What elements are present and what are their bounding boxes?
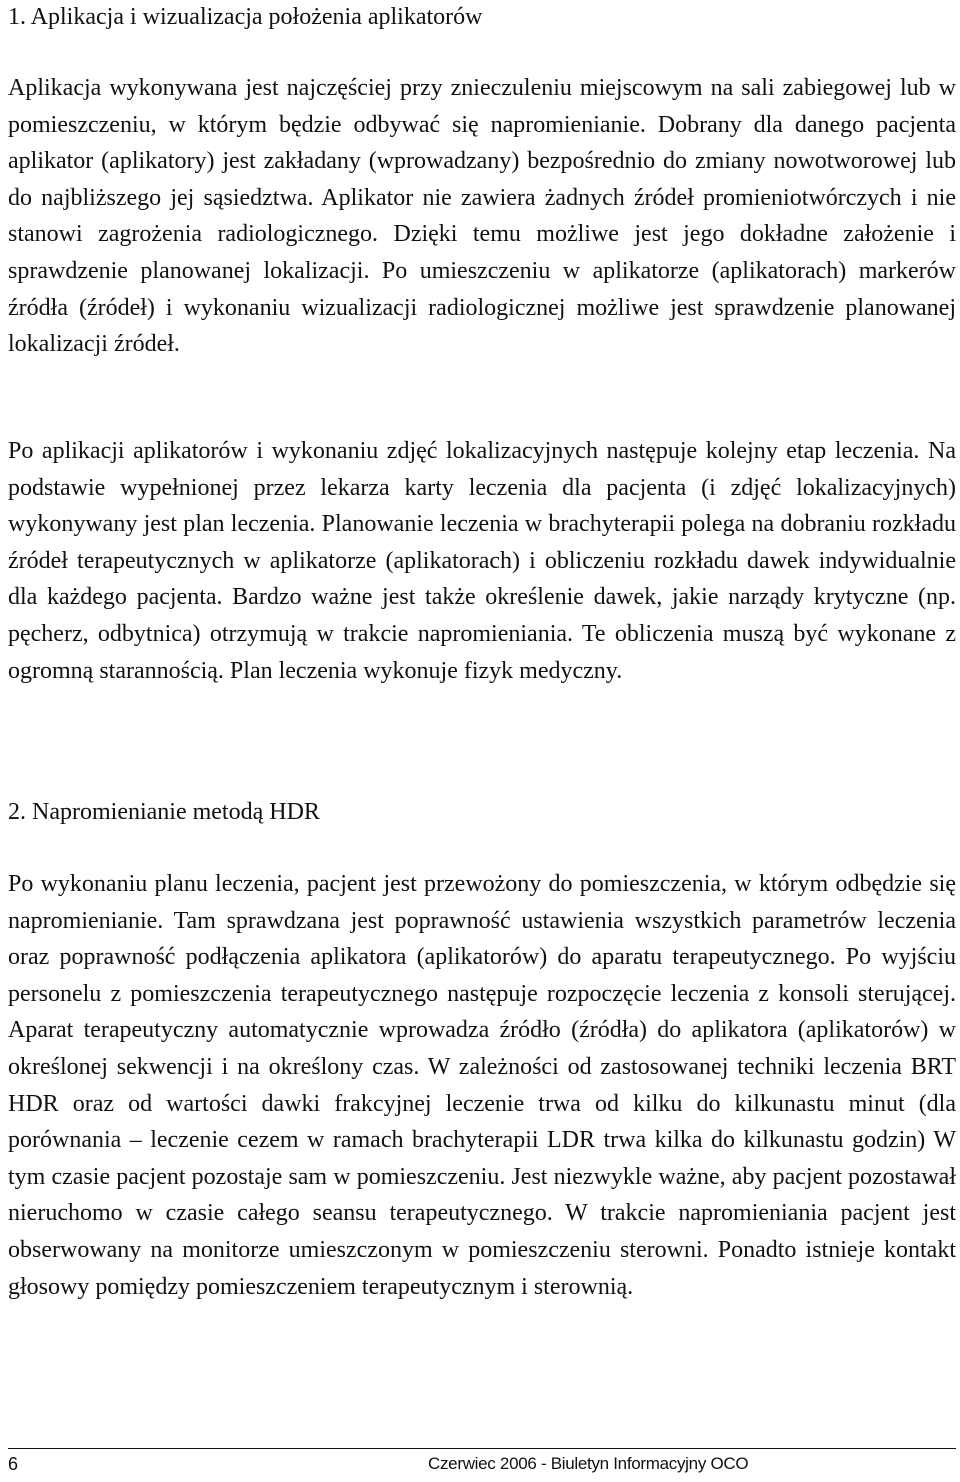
page-number: 6 (8, 1454, 19, 1474)
document-page (8, 0, 956, 1482)
footer-divider (8, 1448, 956, 1449)
section-heading-application: 1. Aplikacja i wizualizacja położenia aplikatorów (8, 4, 483, 30)
paragraph-treatment-planning: Po aplikacji aplikatorów i wykonaniu zdjęć lokalizacyjnych następuje kolejny etap leczenia. Na podstawie wypełnionej przez lekarza karty leczenia dla pacjenta (i zdjęć lokalizacyjnych) wykonywany jest plan leczenia. Planowanie leczenia w brachyterapii polega na dobraniu rozkładu źródeł terapeutycznych w aplikatorze (aplikatorach) i obliczeniu rozkładu dawek indywidualnie dla każdego pacjenta. Bardzo ważne jest także określenie dawek, jakie narządy krytyczne (np. pęcherz, odbytnica) otrzymują w trakcie napromieniania. Te obliczenia muszą być wykonane z ogromną starannością. Plan leczenia wykonuje fizyk medyczny. (8, 438, 956, 684)
footer-publication: Czerwiec 2006 - Biuletyn Informacyjny OCO (428, 1454, 749, 1473)
section-heading-hdr-irradiation: 2. Napromienianie metodą HDR (8, 799, 320, 825)
paragraph-application: Aplikacja wykonywana jest najczęściej przy znieczuleniu miejscowym na sali zabiegowej lub w pomieszczeniu, w którym będzie odbywać się napromienianie. Dobrany dla danego pacjenta aplikator (aplikatory) jest zakładany (wprowadzany) bezpośrednio do zmiany nowotworowej lub do najbliższego jej sąsiedztwa. Aplikator nie zawiera żadnych źródeł promieniotwórczych i nie stanowi zagrożenia radiologicznego. Dzięki temu możliwe jest jego dokładne założenie i sprawdzenie planowanej lokalizacji. Po umieszczeniu w aplikatorze (aplikatorach) markerów źródła (źródeł) i wykonaniu wizualizacji radiologicznej możliwe jest sprawdzenie planowanej lokalizacji źródeł. (8, 75, 956, 358)
paragraph-hdr-irradiation: Po wykonaniu planu leczenia, pacjent jest przewożony do pomieszczenia, w którym odbędzie się napromienianie. Tam sprawdzana jest poprawność ustawienia wszystkich parametrów leczenia oraz poprawność podłączenia aplikatora (aplikatorów) do aparatu terapeutycznego. Po wyjściu personelu z pomieszczenia terapeutycznego następuje rozpoczęcie leczenia z konsoli sterującej. Aparat terapeutyczny automatycznie wprowadza źródło (źródła) do aplikatora (aplikatorów) w określonej sekwencji i na określony czas. W zależności od zastosowanej techniki leczenia BRT HDR oraz od wartości dawki frakcyjnej leczenie trwa od kilku do kilkunastu minut (dla porównania – leczenie cezem w ramach brachyterapii LDR trwa kilka do kilkunastu godzin) W tym czasie pacjent pozostaje sam w pomieszczeniu. Jest niezwykle ważne, aby pacjent pozostawał nieruchomo w czasie całego seansu terapeutycznego. W trakcie napromieniania pacjent jest obserwowany na monitorze umieszczonym w pomieszczeniu sterowni. Ponadto istnieje kontakt głosowy pomiędzy pomieszczeniem terapeutycznym i sterownią. (8, 871, 956, 1300)
